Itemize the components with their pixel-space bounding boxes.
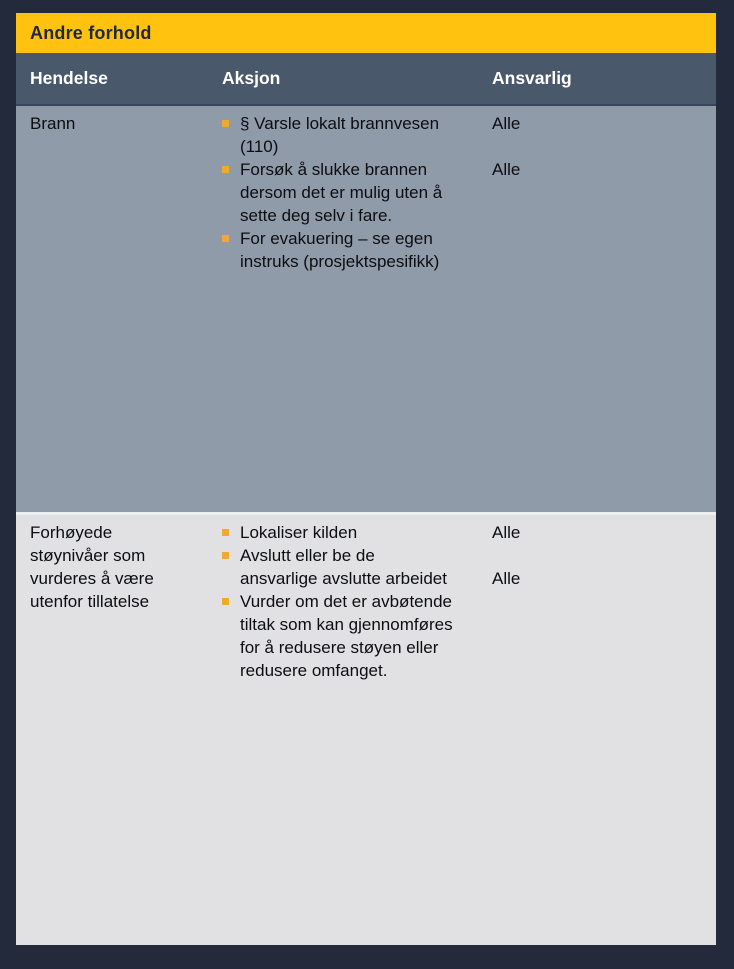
bullet-square-icon	[222, 529, 229, 536]
table-title: Andre forhold	[30, 22, 152, 43]
column-header-aksjon: Aksjon	[222, 68, 281, 88]
ansvarlig-value: Alle	[492, 114, 521, 133]
bullet-text: Avslutt eller be de ansvarlige avslutte arbeidet	[240, 546, 447, 588]
bullet-square-icon	[222, 235, 229, 242]
bullet-item	[222, 521, 456, 544]
bullet-item	[222, 158, 456, 227]
hendelse-cell: Forhøyede støynivåer som vurderes å være utenfor tillatelse	[30, 523, 154, 611]
bullet-text: Lokaliser kilden	[240, 523, 358, 542]
andre-forhold-table	[16, 13, 716, 945]
bullet-text: Vurder om det er avbøtende tiltak som kan gjennomføres for å redusere støyen eller redusere omfanget.	[240, 592, 453, 680]
ansvarlig-value: Alle	[492, 160, 521, 179]
table-row-brann	[16, 104, 716, 512]
bullet-text: § Varsle lokalt brannvesen (110)	[240, 114, 440, 156]
bullet-item	[222, 590, 456, 682]
bullet-square-icon	[222, 598, 229, 605]
column-header-hendelse: Hendelse	[30, 68, 108, 88]
table-header-row	[16, 53, 716, 104]
table-row-stoynivaer	[16, 512, 716, 945]
ansvarlig-value: Alle	[492, 523, 521, 542]
bullet-item	[222, 112, 456, 158]
bullet-item	[222, 544, 456, 590]
bullet-item	[222, 227, 456, 273]
bullet-text: For evakuering – se egen instruks (prosjektspesifikk)	[240, 229, 440, 271]
hendelse-cell: Brann	[30, 114, 76, 133]
column-header-ansvarlig: Ansvarlig	[492, 68, 572, 88]
aksjon-cell	[208, 106, 478, 512]
bullet-square-icon	[222, 120, 229, 127]
bullet-text: Forsøk å slukke brannen dersom det er mulig uten å sette deg selv i fare.	[240, 160, 443, 225]
table-title-bar	[16, 13, 716, 53]
ansvarlig-cell	[478, 106, 716, 512]
ansvarlig-cell	[478, 515, 716, 945]
bullet-square-icon	[222, 166, 229, 173]
aksjon-cell	[208, 515, 478, 945]
ansvarlig-value: Alle	[492, 569, 521, 588]
bullet-square-icon	[222, 552, 229, 559]
